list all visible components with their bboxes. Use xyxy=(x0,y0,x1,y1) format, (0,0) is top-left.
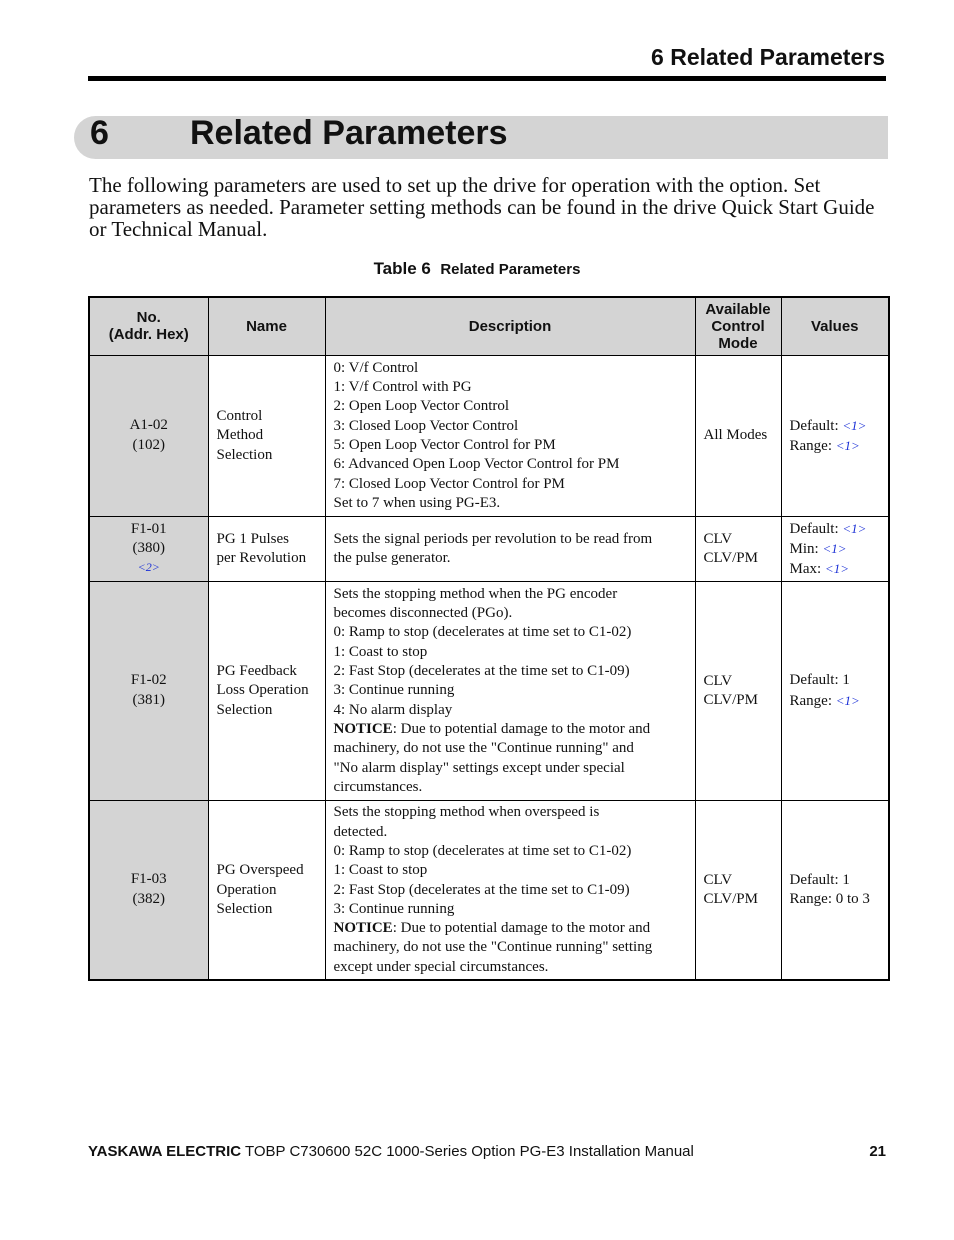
value-label: Default: 1 xyxy=(789,672,850,689)
table-caption-label: Table 6 xyxy=(373,259,431,278)
description-line: 6: Advanced Open Loop Vector Control for PM xyxy=(333,456,620,473)
param-name-cell xyxy=(208,516,325,581)
description-line: 0: V/f Control xyxy=(333,359,419,376)
param-number: F1-03 xyxy=(130,871,167,888)
mode-line: CLV/PM xyxy=(703,692,758,708)
description-line: 2: Fast Stop (decelerates at the time set to C1-09) xyxy=(333,663,630,680)
description-line: 1: Coast to stop xyxy=(333,643,428,660)
value-line xyxy=(790,416,885,436)
description-line: 7: Closed Loop Vector Control for PM xyxy=(333,475,565,492)
value-label: Range: 0 to 3 xyxy=(789,891,870,908)
value-label: Range: xyxy=(789,692,832,709)
description-line: detected. xyxy=(333,823,388,840)
param-description-cell xyxy=(325,581,695,800)
param-name-line: Operation xyxy=(216,881,277,898)
description-line: 3: Closed Loop Vector Control xyxy=(333,417,519,434)
param-name-line: PG 1 Pulses xyxy=(216,530,290,547)
section-number: 6 xyxy=(90,114,109,152)
param-values-cell xyxy=(781,516,889,581)
value-label: Range: xyxy=(789,438,832,454)
param-number: F1-01 xyxy=(130,520,167,537)
param-mode-cell xyxy=(695,516,781,581)
param-name-line: Selection xyxy=(216,446,273,463)
page-number: 21 xyxy=(869,1143,886,1160)
param-number-cell xyxy=(89,581,208,800)
notice-line: except under special circumstances. xyxy=(333,958,549,975)
value-line xyxy=(790,671,885,690)
value-label: Min: xyxy=(789,540,819,557)
param-name-cell xyxy=(208,581,325,800)
header-mode-line: Mode xyxy=(718,334,758,352)
param-description-cell xyxy=(325,800,695,980)
header-rule xyxy=(88,76,886,81)
description-line: becomes disconnected (PGo). xyxy=(333,605,513,622)
param-address: (102) xyxy=(132,436,165,453)
notice-line: machinery, do not use the "Continue running" setting xyxy=(333,939,653,956)
description-line: 4: No alarm display xyxy=(333,701,453,718)
page-footer xyxy=(88,1143,694,1160)
param-mode-cell xyxy=(695,355,781,516)
description-line: Set to 7 when using PG-E3. xyxy=(333,494,501,511)
notice-line xyxy=(334,919,691,938)
notice-line: "No alarm display" settings except under special xyxy=(333,759,625,776)
header-description: Description xyxy=(325,297,695,355)
value-label: Default: 1 xyxy=(789,871,850,888)
table-caption-title: Related Parameters xyxy=(440,261,581,278)
table-header-row xyxy=(89,297,889,355)
footnote-ref[interactable]: <1> xyxy=(824,561,849,577)
footnote-ref[interactable]: <1> xyxy=(822,540,847,556)
description-line: 2: Open Loop Vector Control xyxy=(333,398,510,415)
value-label: Max: xyxy=(789,561,822,578)
mode-line: CLV/PM xyxy=(703,550,758,566)
footnote-ref[interactable]: <1> xyxy=(842,417,867,433)
param-name-line: PG Overspeed xyxy=(216,862,304,879)
footnote-ref[interactable]: <1> xyxy=(842,520,867,536)
param-name-line: PG Feedback xyxy=(216,663,297,680)
param-name-line: per Revolution xyxy=(216,550,307,566)
param-name-line: Selection xyxy=(216,701,273,718)
header-name: Name xyxy=(208,297,325,355)
notice-label: NOTICE xyxy=(333,720,393,737)
param-number-cell xyxy=(89,355,208,516)
table-row xyxy=(89,355,889,516)
value-line xyxy=(790,691,885,711)
description-line: 2: Fast Stop (decelerates at the time set to C1-09) xyxy=(333,881,630,898)
table-caption xyxy=(0,259,954,279)
notice-text: : Due to potential damage to the motor and xyxy=(392,720,651,737)
param-name-line: Loss Operation xyxy=(216,682,309,699)
description-line: 0: Ramp to stop (decelerates at time set to C1-02) xyxy=(333,843,632,859)
value-line xyxy=(790,871,885,890)
value-line xyxy=(790,519,885,539)
header-mode-line: Control xyxy=(711,317,765,335)
value-label: Default: xyxy=(789,417,839,434)
header-no xyxy=(89,297,208,355)
footer-brand: YASKAWA ELECTRIC xyxy=(88,1143,242,1160)
mode-line: CLV xyxy=(703,530,733,547)
description-line: 3: Continue running xyxy=(333,682,455,699)
param-address: (380) xyxy=(132,539,165,556)
header-mode-line: Available xyxy=(705,300,771,318)
value-line xyxy=(790,890,885,909)
param-mode-cell xyxy=(695,800,781,980)
param-values-cell xyxy=(781,800,889,980)
param-mode-cell xyxy=(695,581,781,800)
value-line xyxy=(790,539,885,559)
footnote-ref[interactable]: <1> xyxy=(835,692,860,708)
value-label: Default: xyxy=(789,520,839,537)
footnote-ref[interactable]: <2> xyxy=(137,560,160,575)
description-line: 1: V/f Control with PG xyxy=(333,379,472,396)
param-name-line: Selection xyxy=(216,900,273,917)
mode-line: CLV/PM xyxy=(703,891,758,908)
param-address: (382) xyxy=(132,890,165,907)
param-number: A1-02 xyxy=(129,417,168,434)
param-name-line: Control xyxy=(216,408,263,425)
param-name-cell xyxy=(208,800,325,980)
description-line: 0: Ramp to stop (decelerates at time set to C1-02) xyxy=(333,624,632,641)
param-description-cell xyxy=(325,355,695,516)
param-address: (381) xyxy=(132,691,165,708)
param-number-cell xyxy=(89,800,208,980)
description-line: Sets the stopping method when overspeed is xyxy=(333,804,600,821)
table-row xyxy=(89,581,889,800)
description-line: 3: Continue running xyxy=(333,900,455,917)
parameters-table xyxy=(88,296,890,981)
value-line xyxy=(790,436,885,456)
footnote-ref[interactable]: <1> xyxy=(835,438,860,453)
running-header: 6 Related Parameters xyxy=(651,44,885,70)
param-values-cell xyxy=(781,581,889,800)
param-name-line: Method xyxy=(216,427,264,444)
header-mode xyxy=(695,297,781,355)
footer-document-title: TOBP C730600 52C 1000-Series Option PG-E3 Installation Manual xyxy=(244,1143,694,1160)
description-line: Sets the stopping method when the PG encoder xyxy=(333,585,618,602)
param-name-cell xyxy=(208,355,325,516)
header-values: Values xyxy=(781,297,889,355)
header-no-line: (Addr. Hex) xyxy=(108,326,189,344)
param-number: F1-02 xyxy=(130,672,167,689)
mode-line: CLV xyxy=(703,871,733,888)
section-title: Related Parameters xyxy=(190,114,508,152)
table-row xyxy=(89,516,889,581)
notice-line xyxy=(334,720,691,739)
notice-line: machinery, do not use the "Continue running" and xyxy=(333,740,634,757)
mode-line: CLV xyxy=(703,672,733,689)
param-description-cell xyxy=(325,516,695,581)
intro-paragraph: The following parameters are used to set up the drive for operation with the option. Set parameters as needed. Parameter setting methods can be found in the drive Quick Start Guide or Technical Manual. xyxy=(89,173,875,241)
table-row xyxy=(89,800,889,980)
description-line: 1: Coast to stop xyxy=(333,862,428,879)
param-values-cell xyxy=(781,355,889,516)
description-line: Sets the signal periods per revolution to be read from xyxy=(333,530,653,547)
notice-line: circumstances. xyxy=(333,778,423,795)
param-number-cell xyxy=(89,516,208,581)
notice-text: : Due to potential damage to the motor and xyxy=(392,920,651,937)
value-line xyxy=(790,559,885,579)
mode-line: All Modes xyxy=(703,427,768,444)
description-line: 5: Open Loop Vector Control for PM xyxy=(333,437,556,453)
description-line: the pulse generator. xyxy=(333,550,451,566)
notice-label: NOTICE xyxy=(333,920,393,937)
header-no-line: No. xyxy=(136,309,161,327)
